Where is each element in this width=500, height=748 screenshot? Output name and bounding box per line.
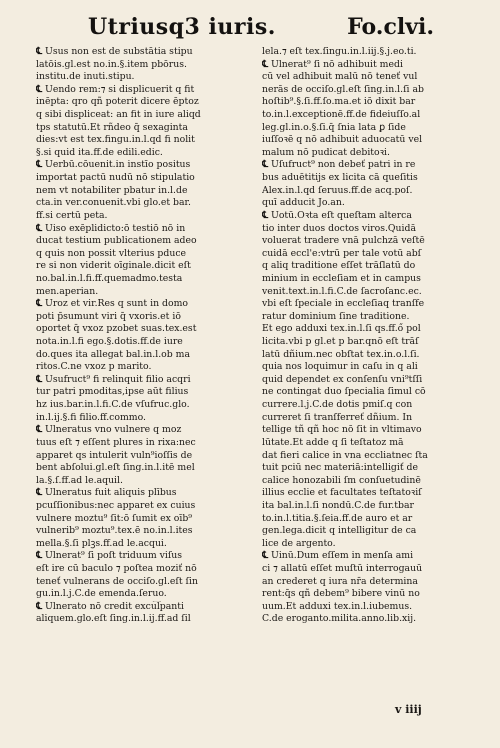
text-line (262, 550, 470, 563)
text-line (262, 613, 470, 626)
line-text: to.in.l.exceptionē.ff.de fideiuſſo.al (262, 109, 421, 121)
text-line (36, 134, 244, 147)
text-line (262, 513, 470, 526)
paragraph-mark-icon: ℄ (36, 600, 42, 612)
line-text: inēpta: qro qñ poterit dicere ēptoz (36, 96, 199, 108)
line-text: Uotū.Oꝛta eſt queſtam alterca (271, 209, 412, 221)
line-text: lice de argento. (262, 537, 336, 549)
text-line (262, 311, 470, 324)
line-text: cta.in ver.conuenit.vbi glo.et bar. (36, 197, 191, 209)
line-text: illius ecclie et facultates teſtatoꝛiſ (262, 487, 422, 499)
text-line (36, 336, 244, 349)
line-text: Ulnerat⁹ ſi nō adhibuit medi (271, 58, 403, 70)
line-text: gen.lega.dicit q intelligitur de ca (262, 525, 417, 537)
line-text: nerās de occiſo.gl.eſt ſing.in.l.ſi ab (262, 83, 424, 95)
paragraph-mark-icon: ℄ (262, 550, 268, 562)
line-text: Ulneratus fuit aliquis plībus (45, 487, 177, 499)
text-line (262, 96, 470, 109)
text-line (36, 349, 244, 362)
text-line (36, 235, 244, 248)
text-line (262, 122, 470, 135)
line-text: §.si quid ita.ff.de edili.edic. (36, 146, 163, 158)
text-line (36, 500, 244, 513)
line-text: nem vt notabiliter pbatur in.l.de (36, 184, 188, 196)
line-text: Uſufruct⁹ non debeť patri in re (271, 159, 416, 171)
line-text: Uerbū.cōuenit.in instīo positus (45, 159, 191, 171)
left-text-column (36, 46, 244, 626)
line-text: quī adducit Jo.an. (262, 197, 345, 209)
text-line (36, 323, 244, 336)
text-line (36, 563, 244, 576)
paragraph-mark-icon: ℄ (36, 373, 42, 385)
line-text: bus aduētitijs ex licita cā queſitis (262, 172, 418, 184)
text-line (36, 172, 244, 185)
line-text: ducat testium publicationem adeo (36, 235, 197, 247)
line-text: ff.si certū peta. (36, 209, 108, 221)
text-line (36, 576, 244, 589)
text-line (262, 563, 470, 576)
paragraph-mark-icon: ℄ (36, 487, 42, 499)
text-line (36, 185, 244, 198)
text-line (36, 273, 244, 286)
line-text: quia nos loquimur in caſu in q ali (262, 361, 418, 373)
line-text: minium in eccleſiam et in campus (262, 272, 421, 284)
line-text: tuit pciū nec materiā:intelligiť de (262, 462, 418, 474)
line-text: ritos.C.ne vxoz p marito. (36, 361, 152, 373)
line-text: tuus eſt ⁊ eſſent plures in rixa:nec (36, 436, 196, 448)
line-text: vbi eſt ſpeciale in eccleſiaq tranſfe (262, 298, 425, 310)
line-text: do.ques ita allegat bal.in.l.ob ma (36, 348, 191, 360)
text-line (262, 462, 470, 475)
line-text: oportet q̄ vxoz pzobet suas.tex.est (36, 323, 197, 335)
text-line (262, 323, 470, 336)
line-text: no.bal.in.l.fi.ff.quemadmo.testa (36, 272, 183, 284)
line-text: hz ius.bar.in.l.fi.C.de vſufruc.glo. (36, 399, 190, 411)
line-text: dies:vt est tex.fingu.in.l.qd fi nolit (36, 134, 195, 146)
line-text: aliquem.glo.eſt ſing.in.l.ij.ff.ad ſil (36, 613, 191, 625)
text-line (262, 286, 470, 299)
paragraph-mark-icon: ℄ (262, 159, 268, 171)
text-line (36, 197, 244, 210)
line-text: voluerat tradere vnā pulchzā veſtē (262, 235, 425, 247)
text-line (36, 462, 244, 475)
line-text: Alex.in.l.qd ſeruus.ff.de acq.poſ. (262, 184, 413, 196)
line-text: bent abſolui.gl.eſt ſing.in.l.itē mel (36, 462, 195, 474)
text-line (262, 601, 470, 614)
text-line (262, 336, 470, 349)
text-line (36, 487, 244, 500)
line-text: leg.gl.in.o.§.ſi.q̄ ſnia lata ꝑ ſide (262, 121, 406, 133)
line-text: latū dñium.nec obſtat tex.in.o.l.ſi. (262, 348, 420, 360)
text-line (262, 412, 470, 425)
line-text: Ulneratus vno vulnere q moz (45, 424, 182, 436)
text-line (36, 386, 244, 399)
text-line (36, 298, 244, 311)
line-text: tio inter duos doctos viros.Quidā (262, 222, 417, 234)
line-text: apparet qs intulerit vuln⁹ioſſis de (36, 449, 193, 461)
line-text: cū vel adhibuit malū nō teneť vul (262, 71, 418, 83)
paragraph-mark-icon: ℄ (36, 550, 42, 562)
line-text: malum nō pudicat debitoꝛi. (262, 146, 390, 158)
line-text: Et ego adduxi tex.in.l.ſi qs.ff.ő pol (262, 323, 421, 335)
text-line (36, 613, 244, 626)
line-text: ci ⁊ allatū eſſet muſtū interrogauū (262, 562, 423, 574)
line-text: men.aperian. (36, 285, 99, 297)
text-line (36, 475, 244, 488)
line-text: re si non viderit oīginale.dicit eſt (36, 260, 191, 272)
text-line (36, 525, 244, 538)
text-line (262, 349, 470, 362)
text-line (262, 361, 470, 374)
text-line (36, 399, 244, 412)
line-text: Uiso exēplidicto:ō testiō nō in (45, 222, 186, 234)
line-text: dat fieri calice in vna eccliatnec ſta (262, 449, 428, 461)
line-text: vulnere moztu⁹ ſit:ō ſumit ex oīb⁹ (36, 512, 193, 524)
line-text: institu.de inuti.stipu. (36, 71, 135, 83)
line-text: tellige tñ qñ hoc nō ſit in vltimavo (262, 424, 422, 436)
line-text: in.l.ij.§.fi filio.ff.commo. (36, 411, 147, 423)
line-text: calice honozabili ſm conſuetudinē (262, 474, 421, 486)
line-text: Uroz et vir.Res q sunt in domo (45, 298, 188, 310)
line-text: currere.l.j.C.de dotis pmiſ.q con (262, 399, 413, 411)
text-line (262, 475, 470, 488)
line-text: to.in.l.titia.§.ſeia.ff.de auro et ar (262, 512, 413, 524)
line-text: curreret ſi tranſferreť dñium. In (262, 411, 413, 423)
line-text: nota.in.l.fi ego.§.dotis.ff.de iure (36, 336, 183, 348)
right-text-column (262, 46, 470, 626)
text-line (36, 374, 244, 387)
line-text: lela.⁊ eſt tex.ſingu.in.l.iij.§.j.eo.ti. (262, 46, 417, 57)
text-line (36, 361, 244, 374)
folio-number: Fo.clvi. (347, 14, 434, 40)
line-text: cuidā eccl'e:vtrū per tale votū abſ (262, 247, 422, 259)
text-line (262, 576, 470, 589)
text-line (262, 500, 470, 513)
text-line (36, 96, 244, 109)
text-line (262, 147, 470, 160)
text-line (262, 109, 470, 122)
line-text: venit.text.in.l.fi.C.de ſacroſanc.ec. (262, 285, 422, 297)
text-line (262, 386, 470, 399)
line-text: an crederet q iura nr̄a determina (262, 575, 418, 587)
text-line (36, 59, 244, 72)
text-line (36, 210, 244, 223)
text-line (36, 412, 244, 425)
line-text: ne contingat duo ſpecialia ſimul cō (262, 386, 426, 398)
line-text: teneť vulnerans de occiſo.gl.eſt ſin (36, 575, 198, 587)
line-text: tur patri pmoditas,ipse aūt filius (36, 386, 189, 398)
text-line (262, 59, 470, 72)
text-line (36, 71, 244, 84)
text-line (262, 134, 470, 147)
line-text: vulnerib⁹ moztu⁹.tex.ē no.in.l.ites (36, 525, 193, 537)
line-text: Usus non est de substātia stipu (45, 46, 193, 57)
text-line (36, 84, 244, 97)
line-text: hoſtib⁹.§.ſi.ff.ſo.ma.et iō dixit bar (262, 96, 416, 108)
signature-mark: v iiij (395, 703, 422, 716)
text-line (262, 46, 470, 59)
text-line (262, 538, 470, 551)
text-line (36, 550, 244, 563)
text-line (262, 525, 470, 538)
text-line (262, 172, 470, 185)
line-text: mella.§.ſi plꝫs.ff.ad le.acqui. (36, 537, 167, 549)
text-line (36, 601, 244, 614)
text-line (36, 450, 244, 463)
line-text: q sibi displiceat: an fit in iure aliqd (36, 109, 201, 121)
text-line (262, 424, 470, 437)
text-line (262, 84, 470, 97)
line-text: lūtate.Et adde q ſi teſtatoz mā (262, 436, 404, 448)
text-line (36, 424, 244, 437)
text-line (36, 223, 244, 236)
line-text: Ulnerat⁹ ſi poſt triduum viſus (45, 550, 183, 562)
paragraph-mark-icon: ℄ (36, 159, 42, 171)
text-line (36, 437, 244, 450)
text-line (262, 588, 470, 601)
text-line (262, 487, 470, 500)
text-line (36, 248, 244, 261)
text-line (262, 273, 470, 286)
text-line (36, 513, 244, 526)
text-line (36, 147, 244, 160)
text-line (262, 197, 470, 210)
text-line (262, 374, 470, 387)
line-text: la.§.ſ.ff.ad le.aquil. (36, 474, 123, 486)
line-text: Ulnerato nō credit excu͡lpanti (45, 600, 184, 612)
line-text: importat pactū nudū nō stipulatio (36, 172, 195, 184)
line-text: gu.in.l.j.C.de emenda.ſeruo. (36, 588, 167, 600)
text-line (262, 437, 470, 450)
paragraph-mark-icon: ℄ (36, 83, 42, 95)
text-line (262, 185, 470, 198)
line-text: quid dependet ex conſenſu vni⁹tſſi (262, 373, 423, 385)
text-line (36, 109, 244, 122)
text-line (36, 286, 244, 299)
line-text: ratur dominium ſine traditione. (262, 310, 410, 322)
line-text: uum.Et adduxi tex.in.l.iubemus. (262, 600, 413, 612)
text-line (36, 122, 244, 135)
text-line (36, 538, 244, 551)
line-text: C.de eroganto.milita.anno.lib.xij. (262, 613, 417, 625)
line-text: rent:q̄s qñ debem⁹ bibere vinū no (262, 588, 420, 600)
text-line (262, 450, 470, 463)
line-text: tps statutū.Et rñdeo q̄ sexaginta (36, 121, 188, 133)
text-line (36, 260, 244, 273)
line-text: pcuſſionibus:nec apparet ex cuius (36, 499, 196, 511)
paragraph-mark-icon: ℄ (36, 46, 42, 57)
text-line (262, 260, 470, 273)
text-line (262, 248, 470, 261)
line-text: eſt ire cū baculo ⁊ poſtea moziť nō (36, 562, 197, 574)
text-line (262, 235, 470, 248)
text-line (262, 399, 470, 412)
paragraph-mark-icon: ℄ (36, 424, 42, 436)
page-header (0, 8, 500, 42)
text-line (36, 159, 244, 172)
text-line (262, 71, 470, 84)
line-text: poti p̄sumunt viri q̄ vxoris.et iō (36, 310, 181, 322)
line-text: latōis.gl.est no.in.§.item pbōrus. (36, 58, 187, 70)
line-text: q quis non possit vlterius pduce (36, 247, 187, 259)
text-line (262, 159, 470, 172)
text-line (36, 46, 244, 59)
line-text: q aliq traditione eſſet trāſlatū do (262, 260, 416, 272)
paragraph-mark-icon: ℄ (36, 222, 42, 234)
paragraph-mark-icon: ℄ (36, 298, 42, 310)
line-text: ita bal.in.l.ſi nondū.C.de fur.tbar (262, 499, 414, 511)
text-line (262, 223, 470, 236)
text-line (262, 210, 470, 223)
paragraph-mark-icon: ℄ (262, 209, 268, 221)
text-line (262, 298, 470, 311)
line-text: iuſſoꝛē q nō adhibuit aduocatū vel (262, 134, 423, 146)
line-text: licita.vbi p gl.et p bar.qnō eſt trāſ (262, 336, 419, 348)
line-text: Usufruct⁹ fi relinquit filio acqri (45, 373, 191, 385)
line-text: Uendo rem:⁊ si displicuerit q fit (45, 83, 195, 95)
text-line (36, 311, 244, 324)
text-line (36, 588, 244, 601)
line-text: Uinū.Dum eſſem in menſa ami (271, 550, 414, 562)
paragraph-mark-icon: ℄ (262, 58, 268, 70)
running-title: Utriusq3 iuris. (88, 14, 276, 40)
